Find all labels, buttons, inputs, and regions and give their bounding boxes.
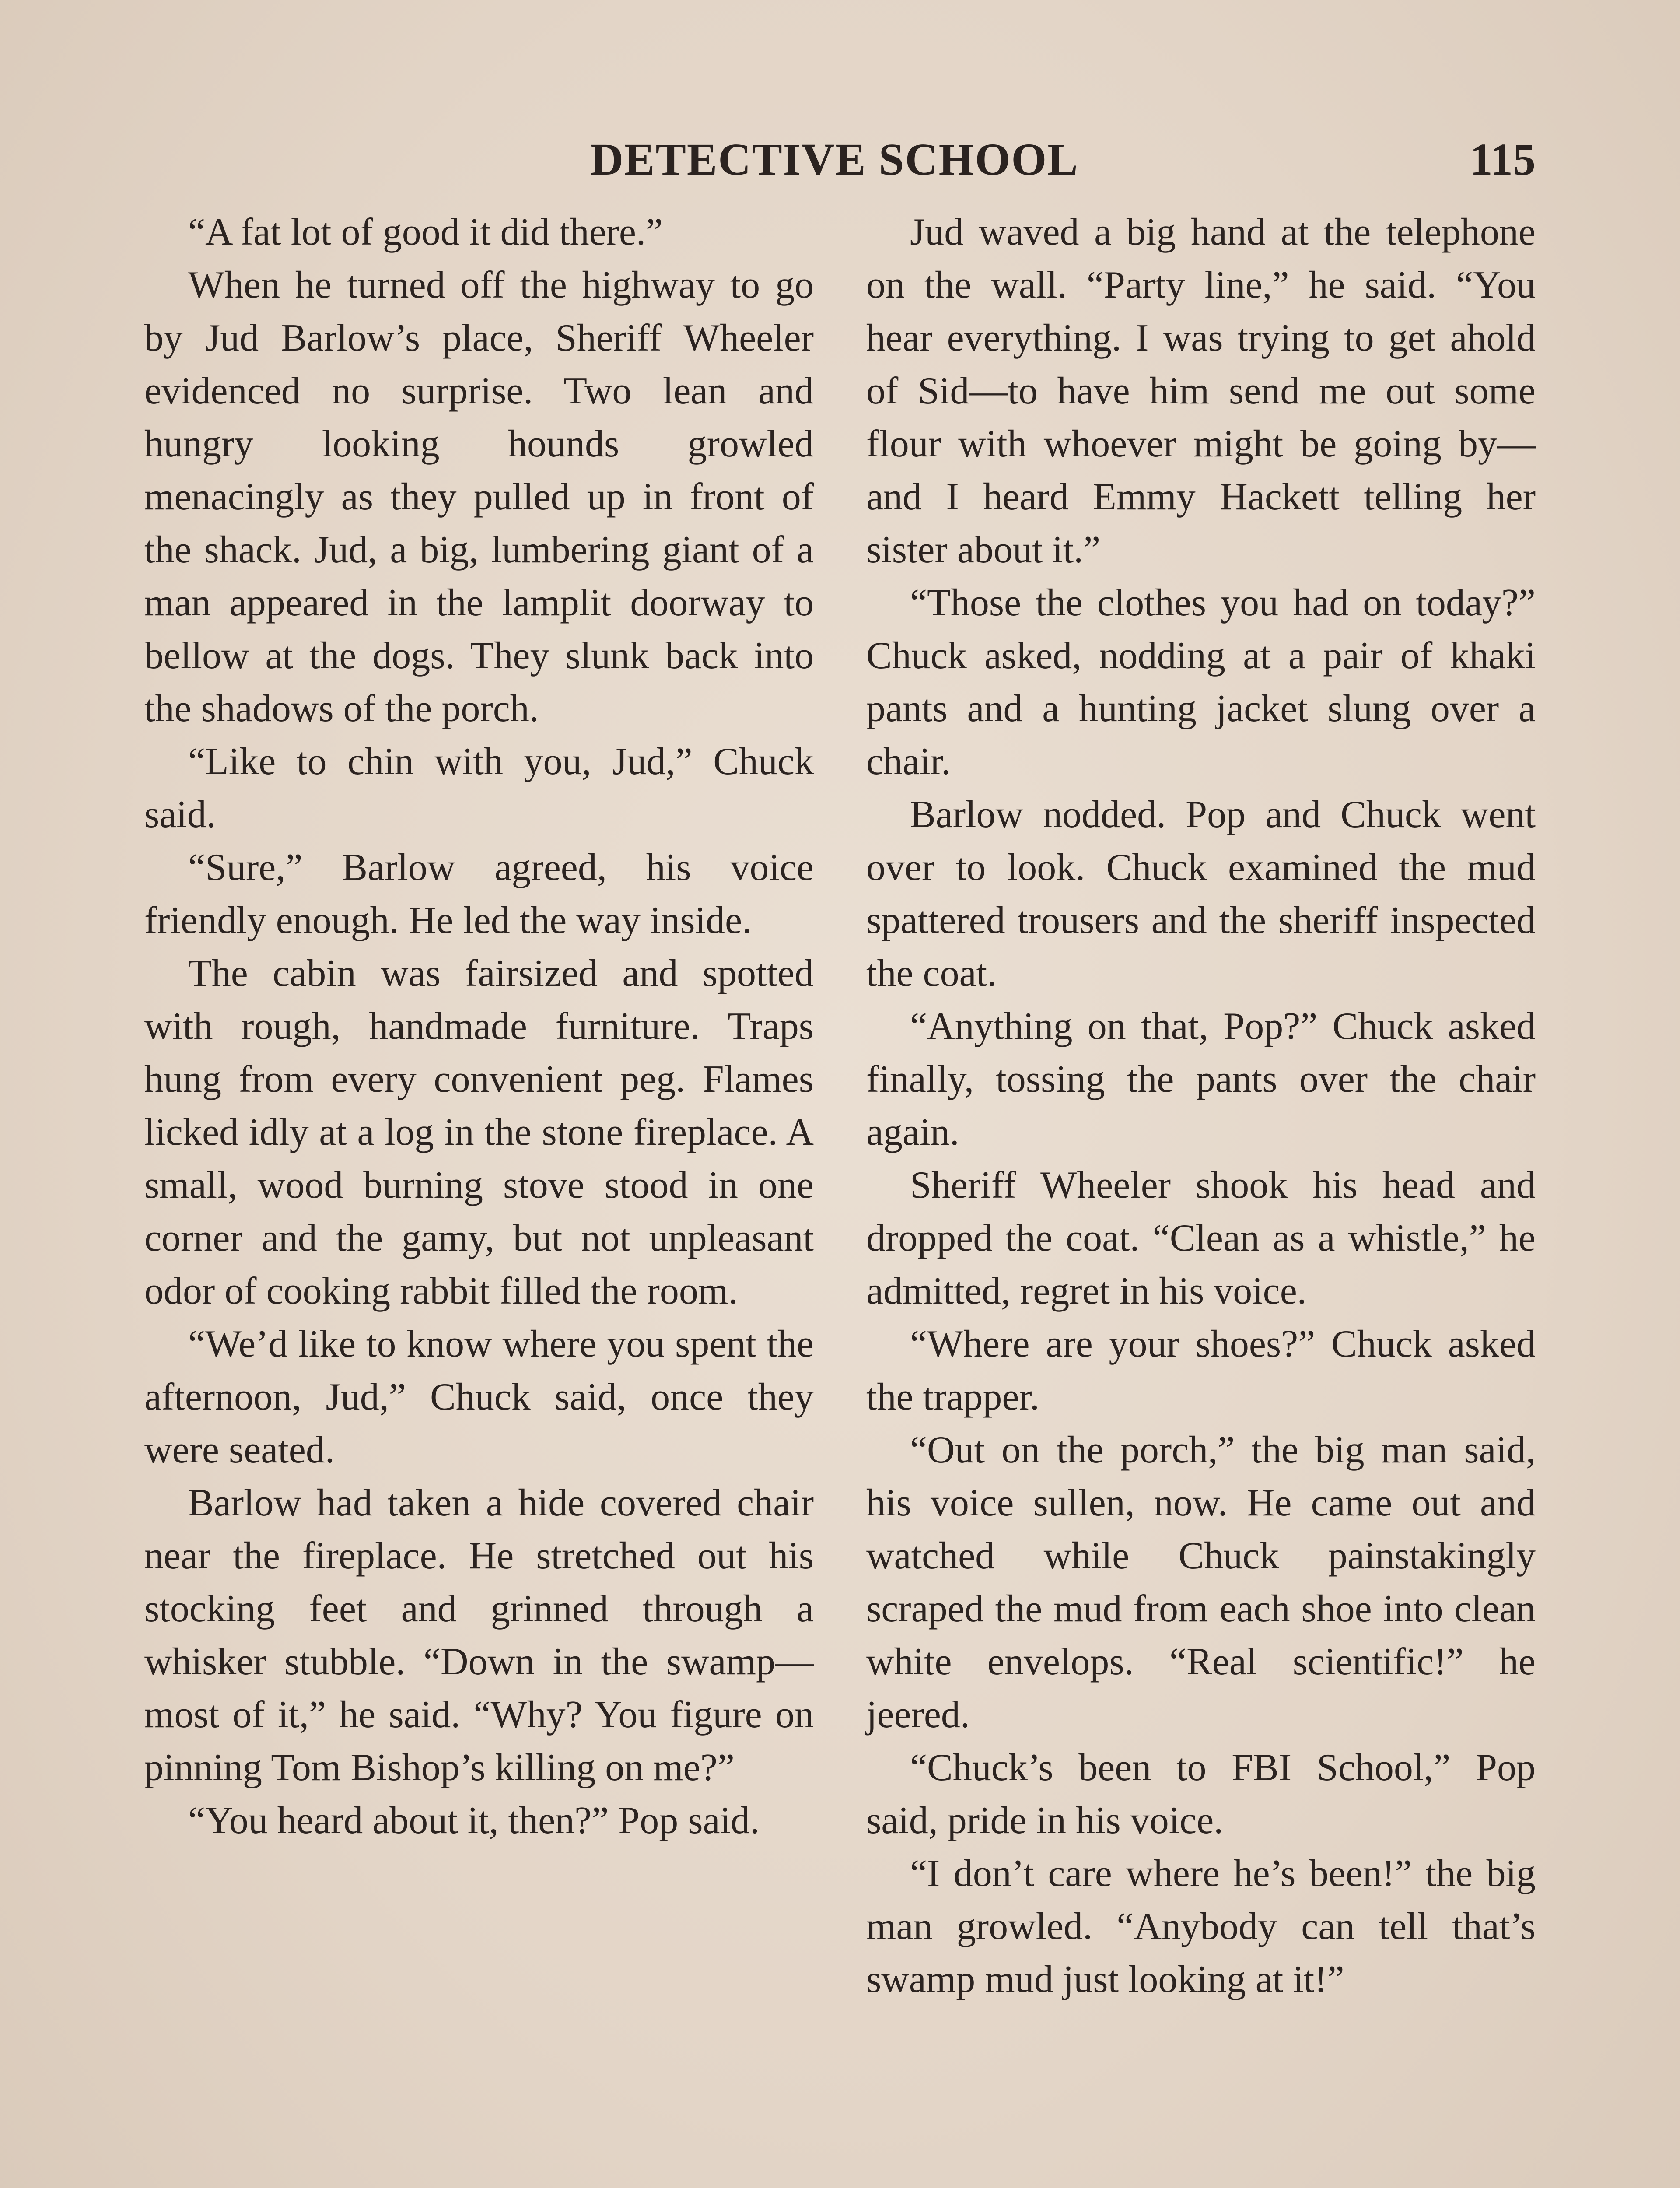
paragraph: “Those the clothes you had on today?” Chuck asked, nodding at a pair of khaki pants and a hunting jacket slung over a chair.: [866, 582, 1536, 783]
paragraph: “We’d like to know where you spent the afternoon, Jud,” Chuck said, once they were seated.: [144, 1323, 814, 1471]
paragraph: “I don’t care where he’s been!” the big man growled. “Anybody can tell that’s swamp mud just looking at it!”: [866, 1852, 1536, 2001]
paragraph: Barlow had taken a hide covered chair near the fireplace. He stretched out his stocking feet and grinned through a whisker stubble. “Down in the swamp—most of it,” he said. “Why? You figure on pinning Tom Bishop’s killing on me?”: [144, 1482, 814, 1789]
paragraph: “Anything on that, Pop?” Chuck asked finally, tossing the pants over the chair again.: [866, 1005, 1536, 1154]
paragraph: “Where are your shoes?” Chuck asked the trapper.: [866, 1323, 1536, 1418]
left-column: [144, 206, 814, 1847]
paragraph: “Out on the porch,” the big man said, his voice sullen, now. He came out and watched while Chuck painstakingly scraped the mud from each shoe into clean white envelops. “Real scientific!” he jeered.: [866, 1429, 1536, 1736]
paragraph: “Like to chin with you, Jud,” Chuck said.: [144, 740, 814, 836]
page-header: [144, 131, 1536, 188]
paragraph: “You heard about it, then?” Pop said.: [188, 1799, 760, 1842]
right-column: [866, 206, 1536, 2006]
paragraph: Barlow nodded. Pop and Chuck went over to look. Chuck examined the mud spattered trousers and the sheriff inspected the coat.: [866, 793, 1536, 995]
paragraph: When he turned off the highway to go by Jud Barlow’s place, Sheriff Wheeler evidenced no surprise. Two lean and hungry looking hounds growled menacingly as they pulled up in front of the shack. Jud, a big, lumbering giant of a man appeared in the lamplit doorway to bellow at the dogs. They slunk back into the shadows of the porch.: [144, 264, 814, 730]
paragraph: Sheriff Wheeler shook his head and dropped the coat. “Clean as a whistle,” he admitted, regret in his voice.: [866, 1164, 1536, 1312]
paragraph: “Sure,” Barlow agreed, his voice friendly enough. He led the way inside.: [144, 846, 814, 942]
paragraph: “Chuck’s been to FBI School,” Pop said, pride in his voice.: [866, 1746, 1536, 1842]
paragraph: Jud waved a big hand at the telephone on the wall. “Party line,” he said. “You hear everything. I was trying to get ahold of Sid—to have him send me out some flour with whoever might be going by—and I heard Emmy Hackett telling her sister about it.”: [866, 211, 1536, 571]
paragraph: “A fat lot of good it did there.”: [188, 211, 663, 253]
page-number: 115: [1470, 134, 1536, 185]
running-title: DETECTIVE SCHOOL: [591, 134, 1079, 185]
paragraph: The cabin was fairsized and spotted with rough, handmade furniture. Traps hung from every convenient peg. Flames licked idly at a log in the stone fireplace. A small, wood burning stove stood in one corner and the gamy, but not unpleasant odor of cooking rabbit filled the room.: [144, 952, 814, 1312]
